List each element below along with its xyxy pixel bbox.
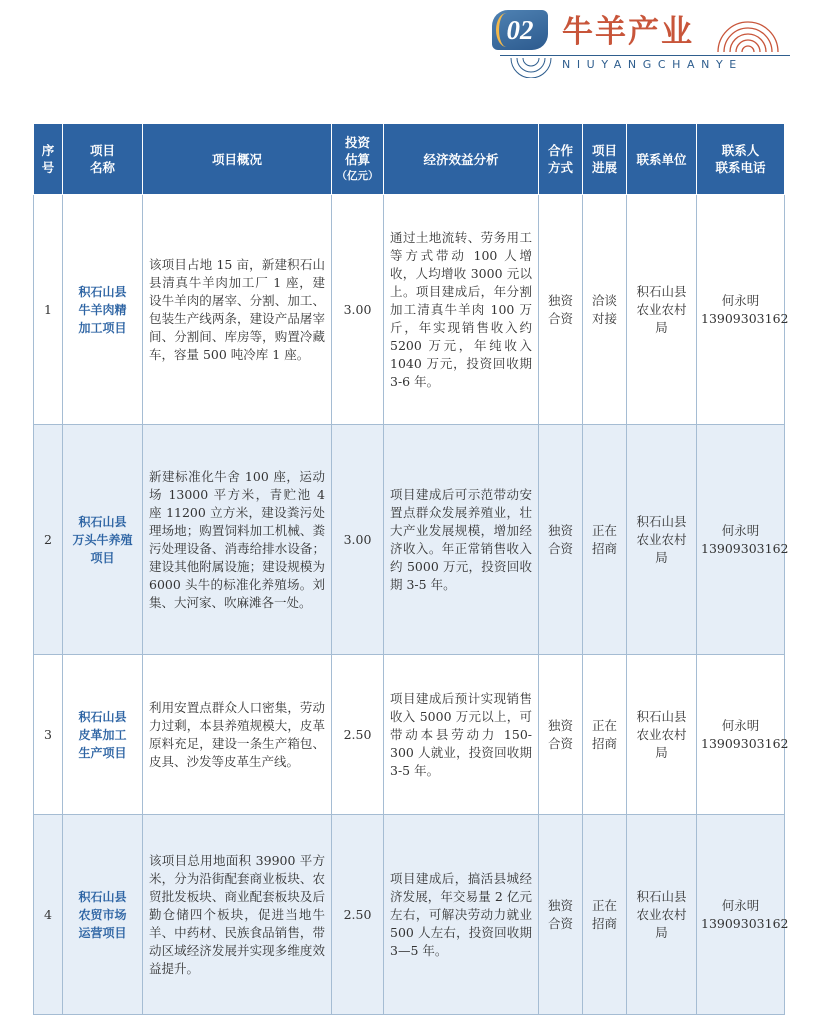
badge-swoosh (496, 13, 517, 47)
section-subtitle: NIUYANGCHANYE (562, 58, 743, 71)
project-name: 积石山县 牛羊肉精 加工项目 (63, 195, 143, 425)
row-index: 1 (34, 195, 63, 425)
project-progress: 正在 招商 (583, 655, 627, 815)
col-cooperation-header: 合作 方式 (539, 124, 583, 195)
arcs-small-decoration-icon (508, 56, 554, 78)
project-name: 积石山县 皮革加工 生产项目 (63, 655, 143, 815)
arcs-decoration-icon (712, 14, 784, 52)
table-row (34, 655, 785, 815)
project-progress: 正在 招商 (583, 425, 627, 655)
project-overview: 该项目占地 15 亩，新建积石山县清真牛羊肉加工厂 1 座，建设牛羊肉的屠宰、分割、加工、包装生产线两条，建设产品屠宰间、分割间、库房等，购置冷藏车，容量 500 吨冷库 1 座。 (143, 195, 332, 425)
contact-person: 何永明 13909303162 (697, 425, 785, 655)
row-index: 4 (34, 815, 63, 1015)
benefit-analysis: 项目建成后，搞活县城经济发展，年交易量 2 亿元左右，可解决劳动力就业 500 人左右，投资回收期 3—5 年。 (384, 815, 539, 1015)
table-header-row (34, 124, 785, 195)
contact-person: 何永明 13909303162 (697, 655, 785, 815)
project-progress: 正在 招商 (583, 815, 627, 1015)
investment-value: 3.00 (332, 195, 384, 425)
contact-unit: 积石山县 农业农村局 (627, 655, 697, 815)
col-unit-header: 联系单位 (627, 124, 697, 195)
table-row (34, 425, 785, 655)
benefit-analysis: 通过土地流转、劳务用工等方式带动 100 人增收，人均增收 3000 元以上。项目建成后，年分割加工清真牛羊肉 100 万斤，年实现销售收入约 5200 万元，年纯收入 1040 万元，投资回收期 3-6 年。 (384, 195, 539, 425)
col-progress-header: 项目 进展 (583, 124, 627, 195)
section-number-badge (492, 10, 548, 50)
cooperation-mode: 独资 合资 (539, 195, 583, 425)
col-name-header: 项目 名称 (63, 124, 143, 195)
project-progress: 洽谈 对接 (583, 195, 627, 425)
project-overview: 利用安置点群众人口密集，劳动力过剩，本县养殖规模大，皮革原料充足，建设一条生产箱包、皮具、沙发等皮革生产线。 (143, 655, 332, 815)
project-name: 积石山县 万头牛养殖 项目 (63, 425, 143, 655)
col-index-header: 序 号 (34, 124, 63, 195)
contact-unit: 积石山县 农业农村局 (627, 195, 697, 425)
projects-table (33, 123, 789, 1015)
project-name: 积石山县 农贸市场 运营项目 (63, 815, 143, 1015)
contact-person: 何永明 13909303162 (697, 195, 785, 425)
col-investment-header: 投资 估算 （亿元） (332, 124, 384, 195)
investment-value: 3.00 (332, 425, 384, 655)
table-row (34, 195, 785, 425)
cooperation-mode: 独资 合资 (539, 655, 583, 815)
section-number: 02 (506, 15, 534, 45)
cooperation-mode: 独资 合资 (539, 425, 583, 655)
col-contact-header: 联系人 联系电话 (697, 124, 785, 195)
section-title: 牛羊产业 (562, 14, 694, 50)
row-index: 3 (34, 655, 63, 815)
investment-value: 2.50 (332, 815, 384, 1015)
benefit-analysis: 项目建成后可示范带动安置点群众发展养殖业，壮大产业发展规模，增加经济收入。年正常销售收入约 5000 万元，投资回收期 3-5 年。 (384, 425, 539, 655)
contact-unit: 积石山县 农业农村局 (627, 425, 697, 655)
col-overview-header: 项目概况 (143, 124, 332, 195)
contact-unit: 积石山县 农业农村局 (627, 815, 697, 1015)
row-index: 2 (34, 425, 63, 655)
investment-value: 2.50 (332, 655, 384, 815)
col-benefit-header: 经济效益分析 (384, 124, 539, 195)
table-row (34, 815, 785, 1015)
project-overview: 新建标准化牛舍 100 座，运动场 13000 平方米，青贮池 4 座 11200 立方米，建设粪污处理场地；购置饲料加工机械、粪污处理设备、消毒给排水设备；建设其他附属设施；建设规模为 6000 头牛的标准化养殖场。刘集、大河家、吹麻滩各一处。 (143, 425, 332, 655)
project-overview: 该项目总用地面积 39900 平方米，分为沿街配套商业板块、农贸批发板块、商业配套板块及后勤仓储四个板块，促进当地牛羊、中药材、民族食品销售，带动区域经济发展并实现多维度效益提升。 (143, 815, 332, 1015)
benefit-analysis: 项目建成后预计实现销售收入 5000 万元以上，可带动本县劳动力 150-300 人就业，投资回收期 3-5 年。 (384, 655, 539, 815)
contact-person: 何永明 13909303162 (697, 815, 785, 1015)
cooperation-mode: 独资 合资 (539, 815, 583, 1015)
